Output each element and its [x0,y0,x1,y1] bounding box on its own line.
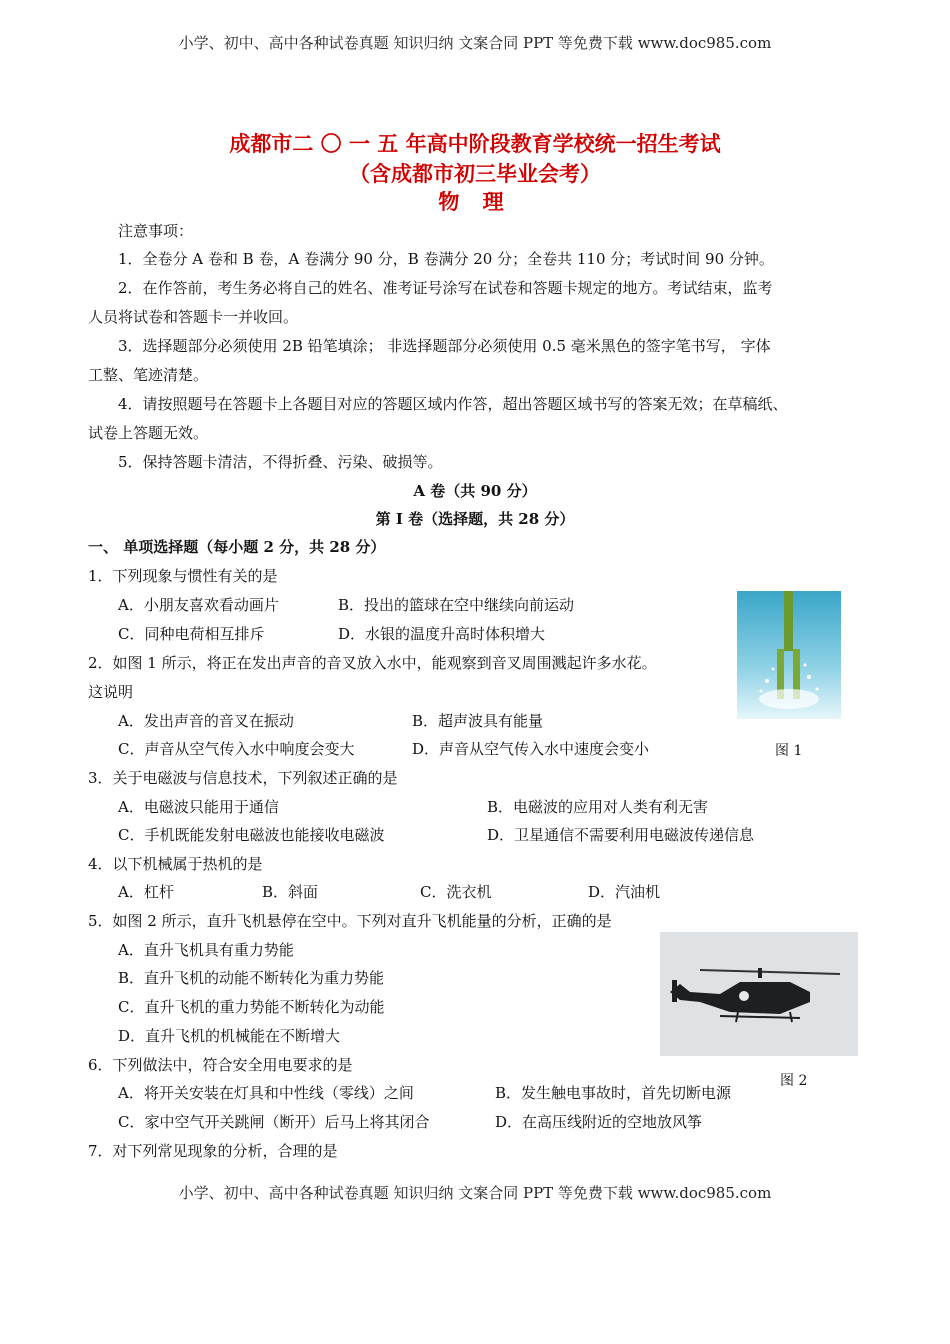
q1-option-a: A．小朋友喜欢看动画片 [118,596,279,614]
q3-stem: 3．关于电磁波与信息技术，下列叙述正确的是 [88,769,398,787]
q5-option-d: D．直升飞机的机械能在不断增大 [118,1027,341,1045]
q6-option-c: C．家中空气开关跳闸（断开）后马上将其闭合 [118,1113,430,1131]
q2-option-a: A．发出声音的音叉在振动 [118,712,294,730]
q4-option-c: C．洗衣机 [420,883,492,901]
q4-stem: 4．以下机械属于热机的是 [88,855,263,873]
q6-option-b: B．发生触电事故时，首先切断电源 [495,1084,732,1102]
note-2-cont: 人员将试卷和答题卡一并收回。 [88,308,299,326]
note-5: 5．保持答题卡清洁，不得折叠、污染、破损等。 [118,453,443,471]
figure-2-caption: 图 2 [780,1073,808,1089]
q5-option-a: A．直升飞机具有重力势能 [118,941,294,959]
section-heading: 一、 单项选择题（每小题 2 分，共 28 分） [88,538,386,556]
exam-title: 成都市二 〇 一 五 年高中阶段教育学校统一招生考试 [229,132,721,156]
q1-stem: 1．下列现象与惯性有关的是 [88,567,278,585]
q5-option-b: B．直升飞机的动能不断转化为重力势能 [118,969,385,987]
page-header: 小学、初中、高中各种试卷真题 知识归纳 文案合同 PPT 等免费下载 www.doc985.com [178,34,772,52]
figure-1-caption: 图 1 [775,743,803,759]
q2-stem: 2．如图 1 所示，将正在发出声音的音叉放入水中，能观察到音叉周围溅起许多水花。 [88,654,657,672]
q1-option-d: D．水银的温度升高时体积增大 [338,625,546,643]
notes-heading: 注意事项： [118,222,194,240]
exam-subtitle: （含成都市初三毕业会考） [349,162,601,186]
q6-option-a: A．将开关安装在灯具和中性线（零线）之间 [118,1084,414,1102]
note-3-cont: 工整、笔迹清楚。 [88,366,209,384]
q1-option-b: B．投出的篮球在空中继续向前运动 [338,596,575,614]
q2-option-b: B．超声波具有能量 [412,712,544,730]
q3-option-c: C．手机既能发射电磁波也能接收电磁波 [118,826,385,844]
q4-option-b: B．斜面 [262,883,319,901]
section-a-title: A 卷（共 90 分） [413,482,537,500]
note-3: 3．选择题部分必须使用 2B 铅笔填涂； 非选择题部分必须使用 0.5 毫米黑色的签字笔书写， 字体 [118,337,771,355]
q3-option-a: A．电磁波只能用于通信 [118,798,279,816]
note-1: 1．全卷分 A 卷和 B 卷，A 卷满分 90 分，B 卷满分 20 分；全卷共 110 分；考试时间 90 分钟。 [118,250,774,268]
q3-option-d: D．卫星通信不需要利用电磁波传递信息 [487,826,755,844]
q3-option-b: B．电磁波的应用对人类有利无害 [487,798,709,816]
figure-1-tuning-fork-image [737,591,841,719]
q4-option-a: A．杠杆 [118,883,174,901]
q7-stem: 7．对下列常见现象的分析，合理的是 [88,1142,338,1160]
q2-option-c: C．声音从空气传入水中响度会变大 [118,740,355,758]
page-footer: 小学、初中、高中各种试卷真题 知识归纳 文案合同 PPT 等免费下载 www.doc985.com [178,1184,772,1202]
exam-subject: 物 理 [438,190,512,214]
q5-stem: 5．如图 2 所示，直升飞机悬停在空中。下列对直升飞机能量的分析，正确的是 [88,912,612,930]
part-1-title: 第 I 卷（选择题，共 28 分） [375,510,575,528]
q6-option-d: D．在高压线附近的空地放风筝 [495,1113,703,1131]
note-4-cont: 试卷上答题无效。 [88,424,209,442]
note-4: 4．请按照题号在答题卡上各题目对应的答题区域内作答，超出答题区域书写的答案无效；在草稿纸、 [118,395,788,413]
note-2: 2．在作答前，考生务必将自己的姓名、准考证号涂写在试卷和答题卡规定的地方。考试结束，监考 [118,279,773,297]
q6-stem: 6．下列做法中，符合安全用电要求的是 [88,1056,353,1074]
q1-option-c: C．同种电荷相互排斥 [118,625,265,643]
q4-option-d: D．汽油机 [588,883,661,901]
figure-2-helicopter-image [660,932,858,1056]
q5-option-c: C．直升飞机的重力势能不断转化为动能 [118,998,385,1016]
q2-option-d: D．声音从空气传入水中速度会变小 [412,740,650,758]
q2-stem-cont: 这说明 [88,683,134,701]
